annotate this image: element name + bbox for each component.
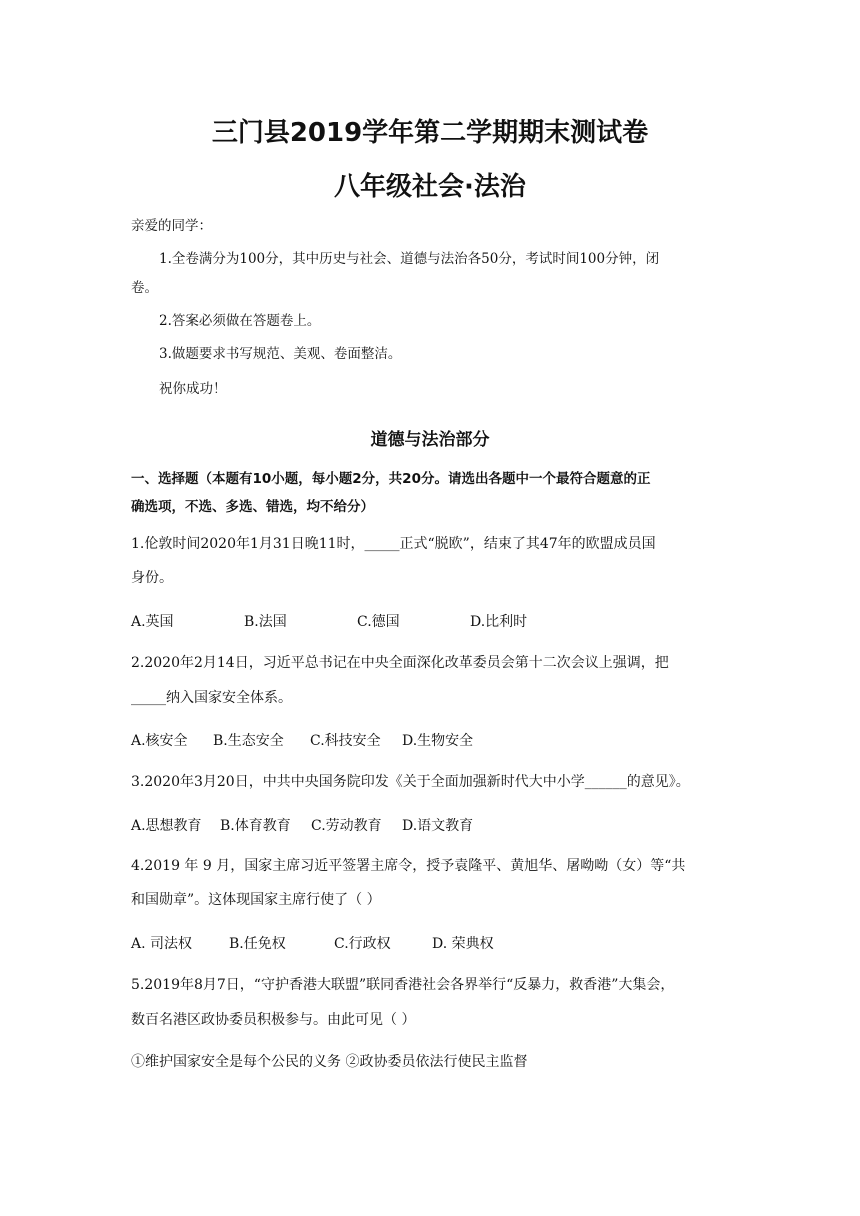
question-2-option-d: D.生物安全 [402, 733, 474, 749]
question-4-line1: 4.2019 年 9 月，国家主席习近平签署主席令，授予袁隆平、黄旭华、屠呦呦（女）等“共 [131, 858, 686, 874]
question-1-option-d: D.比利时 [470, 614, 528, 630]
question-4-option-c: C.行政权 [334, 936, 391, 952]
question-5-line1: 5.2019年8月7日，“守护香港大联盟”联同香港社会各界举行“反暴力，救香港”大集会， [131, 977, 675, 993]
question-5-line2: 数百名港区政协委员积极参与。由此可见（ ） [131, 1012, 416, 1028]
section-title: 道德与法治部分 [370, 430, 490, 450]
section-instruction-line1: 一、选择题（本题有10小题，每小题2分，共20分。请选出各题中一个最符合题意的正 [131, 471, 651, 487]
notice-item2: 2.答案必须做在答题卷上。 [159, 313, 321, 329]
notice-greeting: 亲爱的同学： [131, 218, 212, 234]
question-2-option-c: C.科技安全 [310, 733, 381, 749]
notice-item1-line2: 卷。 [131, 280, 158, 296]
question-4-option-b: B.任免权 [229, 936, 286, 952]
question-1-option-c: C.德国 [357, 614, 400, 630]
question-2-option-a: A.核安全 [131, 733, 188, 749]
question-3-option-c: C.劳动教育 [311, 818, 382, 834]
exam-title: 三门县2019学年第二学期期末测试卷 [211, 118, 649, 148]
exam-subtitle: 八年级社会·法治 [334, 172, 526, 202]
notice-item3: 3.做题要求书写规范、美观、卷面整洁。 [159, 346, 402, 362]
question-3-option-d: D.语文教育 [402, 818, 474, 834]
question-5-line3: ①维护国家安全是每个公民的义务 ②政协委员依法行使民主监督 [131, 1054, 528, 1070]
question-3-line1: 3.2020年3月20日，中共中央国务院印发《关于全面加强新时代大中小学______的意见》。 [131, 774, 690, 790]
question-2-line2: _____纳入国家安全体系。 [131, 690, 292, 706]
question-1-line2: 身份。 [131, 570, 173, 586]
section-instruction-line2: 确选项，不选、多选、错选，均不给分） [131, 499, 374, 515]
notice-closing: 祝你成功！ [159, 381, 227, 397]
question-4-line2: 和国勋章”。这体现国家主席行使了（ ） [131, 892, 381, 908]
notice-item1-line1: 1.全卷满分为100分，其中历史与社会、道德与法治各50分，考试时间100分钟，闭 [159, 251, 660, 267]
question-4-option-a: A. 司法权 [131, 936, 193, 952]
question-1-option-b: B.法国 [244, 614, 287, 630]
question-1-line1: 1.伦敦时间2020年1月31日晚11时，_____正式“脱欧”，结束了其47年的欧盟成员国 [131, 536, 656, 552]
question-4-option-d: D. 荣典权 [432, 936, 494, 952]
question-2-option-b: B.生态安全 [213, 733, 284, 749]
question-3-option-a: A.思想教育 [131, 818, 202, 834]
question-1-option-a: A.英国 [131, 614, 174, 630]
question-3-option-b: B.体育教育 [220, 818, 291, 834]
question-2-line1: 2.2020年2月14日，习近平总书记在中央全面深化改革委员会第十二次会议上强调，把 [131, 655, 669, 671]
